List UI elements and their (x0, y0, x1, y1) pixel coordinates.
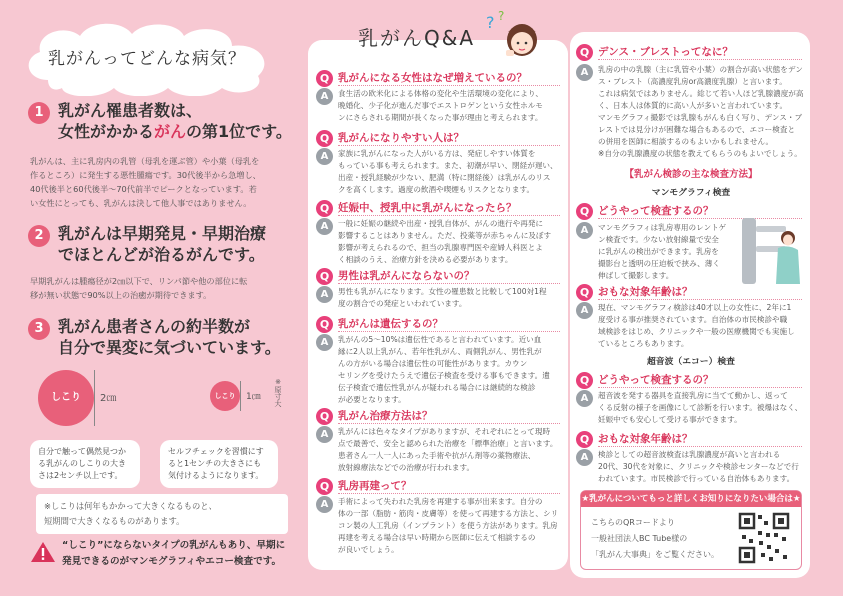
answer-2: 家族に乳がんになった人がいる方は、発症しやすい体質を もっている事も考えられます。また、初潮が早い、閉経が遅い、 出産・授乳経験が少ない、肥満（特に閉経後）は乳がんのリス クを高くします。過度の飲酒や喫煙もリスクとなります。 (338, 149, 558, 194)
a-icon: A (576, 64, 593, 81)
answer-5: 乳がんの5～10%は遺伝性であると言われています。近い血 縁に2人以上乳がん、若年性乳がん、両側乳がん、男性乳が んの方がいる場合は遺伝性の可能性があります。カウン セリングを受けたうえで遺伝子検査を受ける事もできます。遺 伝子検査で遺伝性乳がんが疑われる場合には継続的な検診 が必要となります。 (338, 335, 550, 404)
q-icon: Q (576, 203, 593, 220)
more-info-heading: ★乳がんについてもっと詳しくお知りになりたい場合は★ (581, 491, 801, 507)
answer-echo-age: 検診としての超音波検査は乳腺濃度が高いと言われる 20代、30代を対象に、クリニックや検診センターなどで行 われています。市民検診で行っている自治体もあります。 (598, 450, 799, 483)
q-icon: Q (316, 268, 333, 285)
answer-1: 食生活の欧米化による体格の変化や生活環境の変化により、 晩婚化、少子化が進んだ事でエストロゲンという女性ホルモ ンにさらされる期間が長くなった事が理由と考えられます。 (338, 89, 544, 122)
question-6: 乳がん治療方法は？ (338, 408, 560, 424)
svg-text:?: ? (498, 9, 505, 23)
question-2: 乳がんになりやすい人は？ (338, 130, 560, 146)
q-icon: Q (576, 372, 593, 389)
a-icon: A (316, 218, 333, 235)
question-mammo-how: どうやって検査するの？ (598, 203, 802, 219)
a-icon: A (576, 449, 593, 466)
q-icon: Q (316, 200, 333, 217)
a-icon: A (316, 88, 333, 105)
section-1-heading: 乳がん罹患者数は、 女性がかかるがんの第1位です。 (58, 101, 292, 141)
mammography-illustration (738, 216, 802, 286)
question-7: 乳房再建って？ (338, 478, 560, 494)
a-icon: A (316, 334, 333, 351)
section-2-number: 2 (28, 225, 50, 247)
answer-dense-breast: 乳房の中の乳腺（主に乳管や小葉）の割合が高い状態をデン ス・ブレスト（高濃度乳房or高濃度乳腺）と言います。 これは病気ではありません。総じて若い人ほど乳腺濃度が高 く、日本人は体質的に高い人が多いと言われています。 マンモグラフィ撮影では乳腺もがんも白く写り、デンス・ブ レストでは見分けが困難な場合もあるので、エコー検査と の併用を医師に相談するのもよいかもしれません。 ※自分の乳腺濃度の状態を教えてもらうのもよいでしょう。 (598, 65, 804, 158)
a-icon: A (316, 286, 333, 303)
q-icon: Q (316, 130, 333, 147)
q-icon: Q (576, 44, 593, 61)
svg-text:?: ? (486, 13, 495, 32)
q-icon: Q (316, 408, 333, 425)
question-mammo-age: おもな対象年齢は？ (598, 284, 802, 300)
more-info-box (580, 490, 802, 570)
answer-4: 男性も乳がんになります。女性の罹患数と比較して100対1程 度の割合での発症といわれています。 (338, 287, 547, 308)
a-icon: A (576, 222, 593, 239)
question-5: 乳がんは遺伝するの？ (338, 316, 560, 332)
q-icon: Q (316, 478, 333, 495)
answer-6: 乳がんには色々なタイプがありますが、それぞれにとって現時 点で最善で、安全と認められた治療を「標準治療」と言います。 患者さん一人一人にあった手術や抗がん剤等の薬物療法、 放射線療法などでの治療が行われます。 (338, 427, 558, 472)
answer-echo-how: 超音波を発する器具を直接乳房に当てて動かし、返って くる反射の様子を画像にして診断を行います。被爆はなく、 妊娠中でも安心して受ける事ができます。 (598, 391, 803, 424)
mammography-title: マンモグラフィ検査 (651, 188, 731, 198)
girl-icon (478, 6, 542, 58)
qr-code[interactable] (737, 511, 791, 565)
a-icon: A (316, 496, 333, 513)
answer-mammo-how: マンモグラフィは乳房専用のレントゲ ン検査です。少ない放射線量で安全 に乳がんの検出ができます。乳房を 撮影台と透明の圧迫板で挟み、薄く 伸ばして撮影します。 (598, 223, 727, 280)
section-3-heading: 乳がん患者さんの約半数が 自分で異変に気づいています。 (58, 317, 281, 357)
a-icon: A (576, 302, 593, 319)
question-1: 乳がんになる女性はなぜ増えているの？ (338, 70, 560, 86)
section-2-heading: 乳がんは早期発見・早期治療 でほとんどが治るがんです。 (58, 224, 267, 264)
question-4: 男性は乳がんにならないの？ (338, 268, 560, 284)
ultrasound-title: 超音波（エコー）検査 (647, 357, 735, 367)
warning-icon (30, 541, 56, 563)
qa-title: 乳がんQ&A (358, 26, 476, 50)
lump-size-large: 2㎝ (100, 393, 117, 404)
a-icon: A (316, 148, 333, 165)
size-marker-large (94, 370, 95, 426)
size-marker-small (240, 381, 241, 411)
left-title: 乳がんってどんな病気？ (48, 49, 246, 69)
lump-large: しこり (38, 370, 94, 426)
lump-small: しこり (210, 381, 240, 411)
exam-methods-title: 【乳がん検診の主な検査方法】 (624, 169, 758, 180)
actual-size-note: ※原寸大 (274, 378, 282, 407)
question-dense-breast: デンス・ブレストってなに？ (598, 44, 802, 60)
lump-growth-note: ※しこりは何年もかかって大きくなるものと、 短期間で大きくなるものがあります。 (36, 494, 288, 534)
question-echo-how: どうやって検査するの？ (598, 372, 802, 388)
answer-3: 一般に妊娠の継続や出産・授乳自体が、がんの進行や再発に 影響することはありません。ただ、投薬等が赤ちゃんに及ぼす 影響が考えられるので、担当の乳腺専門医や産婦人科医とよ く相談のうえ、治療方針を決める必要があります。 (338, 219, 552, 264)
answer-7: 手術によって失われた乳房を再建する事が出来ます。自分の 体の一部（脂肪・筋肉・皮膚等）を使って再建する方法と、シリ コン製の人工乳房（インプラント）を使う方法があります。乳房 再建を考える場合は早い時期から医師に伝えて相談するの が良いでしょう。 (338, 497, 559, 554)
bubble-left: 自分で触って偶然見つか る乳がんのしこりの大き さは2センチ以上です。 (30, 440, 140, 488)
q-icon: Q (316, 70, 333, 87)
q-icon: Q (316, 316, 333, 333)
answer-mammo-age: 現在、マンモグラフィ検診は40才以上の女性に、2年に1 度受ける事が推奨されています。自治体の市民検診や職 域検診をはじめ、クリニックや一般の医療機関でも実施し ているところもあります。 (598, 303, 795, 348)
a-icon: A (576, 390, 593, 407)
q-icon: Q (576, 431, 593, 448)
a-icon: A (316, 426, 333, 443)
more-info-text: こちらのQRコードより 一般社団法人BC Tube様の 「乳がん大事典」をご覧ください。 (591, 518, 719, 559)
lump-size-small: 1㎝ (246, 392, 261, 402)
section-2-body: 早期乳がんは腫瘍径が2㎝以下で、リンパ節や他の部位に転 移が無い状態で90%以上の治癒が期待できます。 (30, 276, 248, 300)
question-echo-age: おもな対象年齢は？ (598, 431, 802, 447)
bubble-right: セルフチェックを習慣にす ると1センチの大きさにも 気付けるようになります。 (160, 440, 278, 488)
question-3: 妊娠中、授乳中に乳がんになったら？ (338, 200, 560, 216)
section-1-number: 1 (28, 102, 50, 124)
q-icon: Q (576, 284, 593, 301)
section-1-body: 乳がんは、主に乳房内の乳管（母乳を運ぶ管）や小葉（母乳を 作るところ）に発生する悪性腫瘍です。30代後半から急増し、 40代後半と60代後半～70代前半でピークとなっています。若 い女性にとっても、乳がんは決して他人事ではありません。 (30, 156, 261, 208)
warning-text: “しこり”にならないタイプの乳がんもあり、早期に 発見できるのがマンモグラフィやエコー検査です。 (62, 540, 286, 567)
section-3-number: 3 (28, 318, 50, 340)
